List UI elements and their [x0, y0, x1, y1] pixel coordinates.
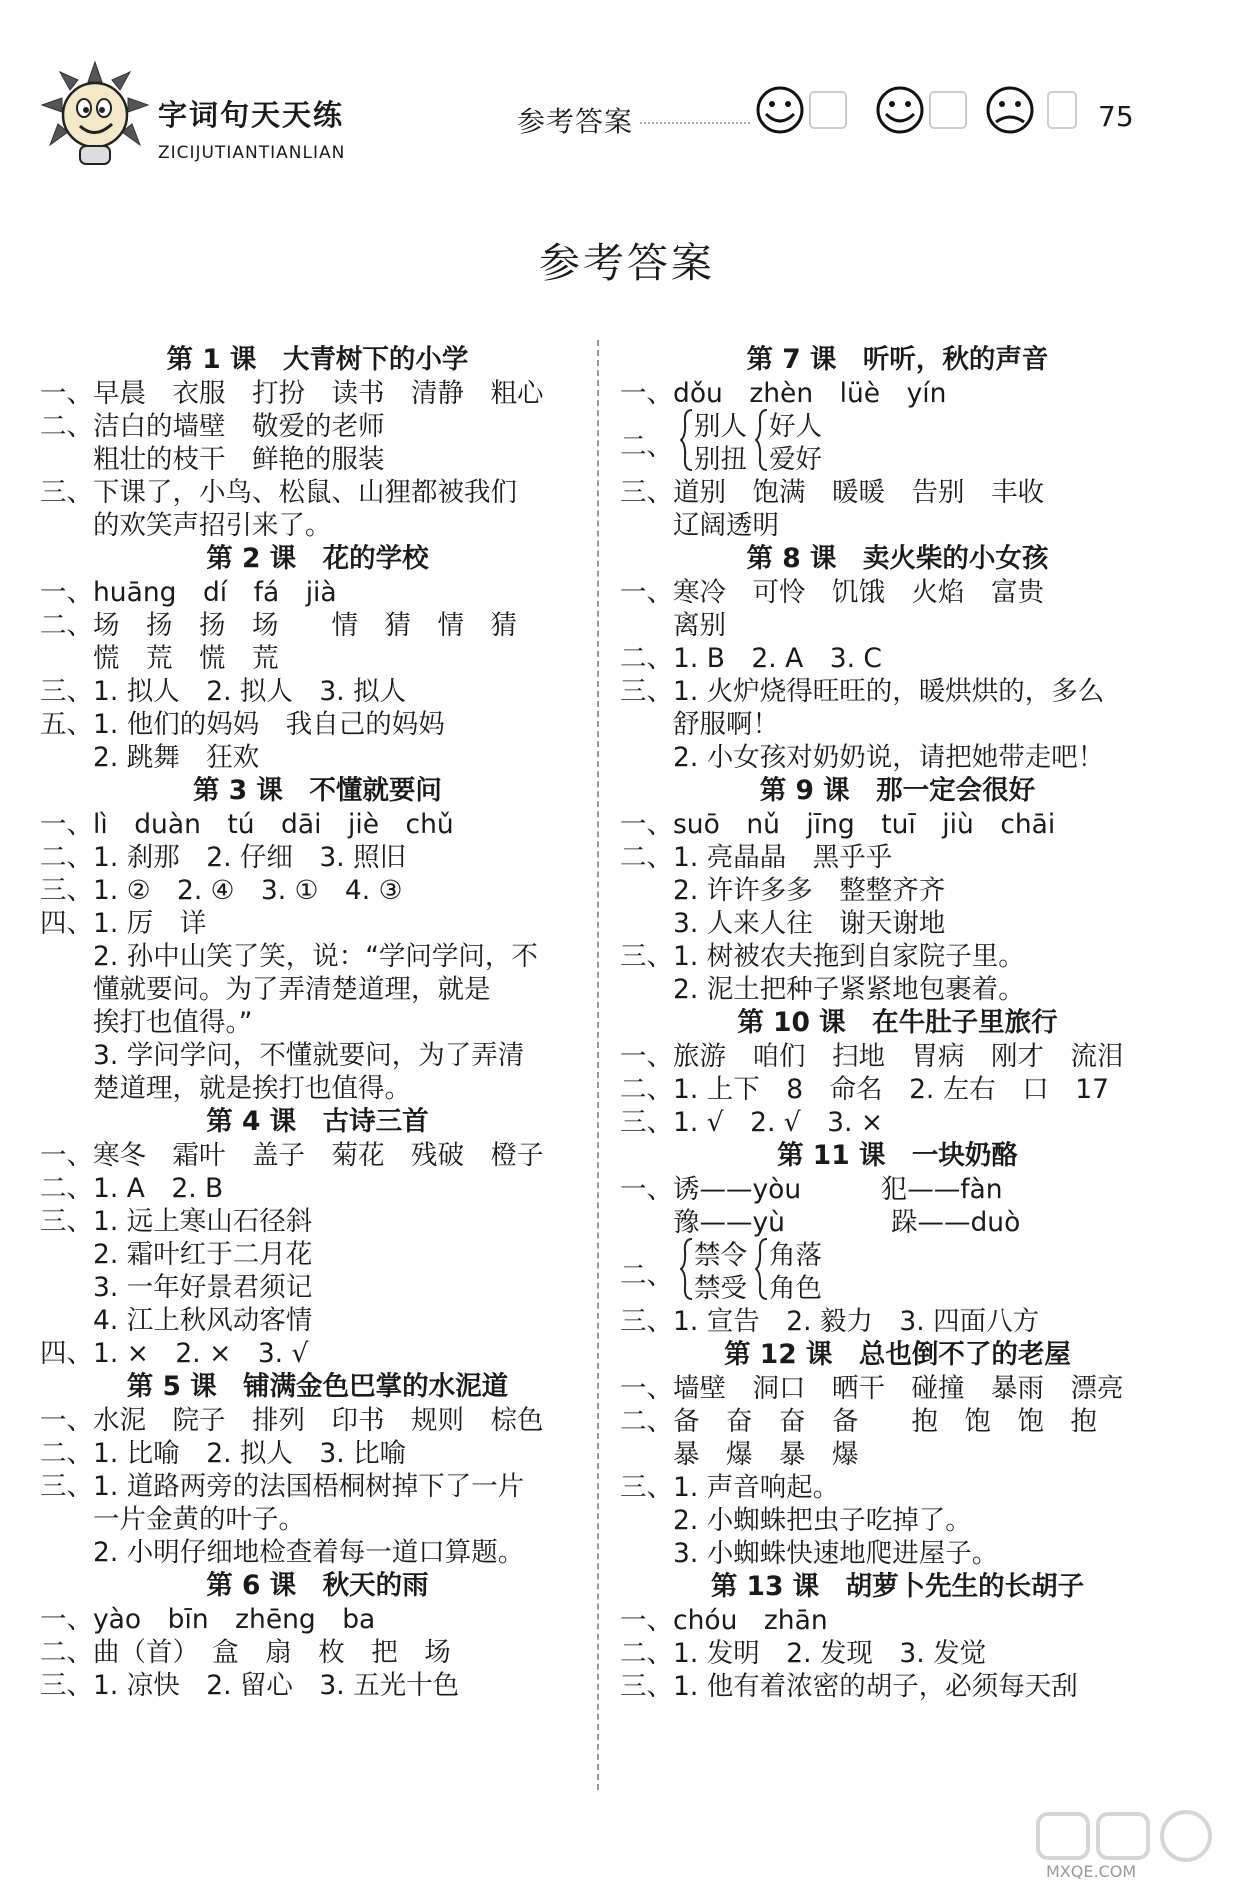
left-brace-icon — [755, 408, 769, 479]
lesson-heading: 第 1 课 大青树下的小学 — [166, 344, 469, 375]
brace-item: 角色 — [769, 1273, 822, 1304]
answer-line: 一、寒冬 霜叶 盖子 菊花 残破 橙子 — [40, 1140, 544, 1171]
answer-line: 一、早晨 衣服 打扮 读书 清静 粗心 — [40, 378, 544, 409]
watermark-text: MXQE.COM — [1046, 1862, 1137, 1881]
lesson-heading: 第 12 课 总也倒不了的老屋 — [724, 1339, 1071, 1370]
answer-line: 四、1. × 2. × 3. √ — [40, 1338, 309, 1369]
answer-label: 二、 — [620, 430, 673, 462]
answer-line: 离别 — [620, 610, 726, 641]
answer-line: 三、1. 远上寒山石径斜 — [40, 1206, 313, 1237]
answer-line: 暴 爆 暴 爆 — [620, 1439, 859, 1470]
answer-line: 一、墙壁 洞口 晒干 碰撞 暴雨 漂亮 — [620, 1373, 1124, 1404]
lesson-heading: 第 11 课 一块奶酪 — [777, 1140, 1018, 1171]
page-title: 参考答案 — [539, 239, 715, 287]
answer-line: 三、1. 火炉烧得旺旺的，暖烘烘的，多么 — [620, 676, 1105, 707]
answer-line: 豫——yù 跺——duò — [620, 1207, 1021, 1238]
answer-line: 挨打也值得。” — [40, 1007, 253, 1038]
column-divider — [597, 340, 599, 1790]
answer-line: 二、1. 比喻 2. 拟人 3. 比喻 — [40, 1438, 407, 1469]
lesson-heading: 第 2 课 花的学校 — [206, 543, 429, 574]
lesson-heading: 第 10 课 在牛肚子里旅行 — [737, 1007, 1058, 1038]
answer-line: 2. 霜叶红于二月花 — [40, 1239, 313, 1270]
left-brace-icon — [680, 408, 694, 479]
brace-item: 禁令 — [694, 1240, 747, 1271]
answer-brace-group — [620, 410, 1175, 476]
cartoon-mascot-icon — [40, 60, 150, 170]
answer-line: 二、1. A 2. B — [40, 1173, 224, 1204]
answer-line: 2. 孙中山笑了笑，说：“学问学问，不 — [40, 941, 538, 972]
answer-line: 3. 小蜘蛛快速地爬进屋子。 — [620, 1538, 999, 1569]
answer-line: 粗壮的枝干 鲜艳的服装 — [40, 444, 385, 475]
brand-pinyin: ZICIJUTIANTIANLIAN — [158, 143, 346, 163]
lesson-heading: 第 7 课 听听，秋的声音 — [746, 344, 1049, 375]
answer-line: 一、suō nǔ jīng tuī jiù chāi — [620, 809, 1056, 840]
answer-line: 四、1. 厉 详 — [40, 908, 207, 939]
answer-line: 2. 小女孩对奶奶说，请把她带走吧！ — [620, 742, 1105, 773]
answer-line: 三、道别 饱满 暖暖 告别 丰收 — [620, 477, 1044, 508]
answer-line: 一、chóu zhān — [620, 1605, 828, 1636]
answer-line: 3. 人来人往 谢天谢地 — [620, 908, 946, 939]
answer-line: 2. 小明仔细地检查着每一道口算题。 — [40, 1537, 525, 1568]
answer-label: 二、 — [620, 1259, 673, 1291]
answer-line: 一、lì duàn tú dāi jiè chǔ — [40, 809, 454, 840]
answer-line: 三、1. 他有着浓密的胡子，必须每天刮 — [620, 1671, 1078, 1702]
answer-line: 一、旅游 咱们 扫地 胃病 刚才 流泪 — [620, 1041, 1124, 1072]
brace-pair — [680, 408, 747, 479]
answer-line: 二、1. 上下 8 命名 2. 左右 口 17 — [620, 1074, 1109, 1105]
answer-line: 一、yào bīn zhēng ba — [40, 1604, 376, 1635]
answer-line: 二、1. B 2. A 3. C — [620, 643, 882, 674]
answer-line: 2. 泥土把种子紧紧地包裹着。 — [620, 974, 1025, 1005]
answer-line: 3. 学问学问，不懂就要问，为了弄清 — [40, 1040, 525, 1071]
answer-line: 三、下课了，小鸟、松鼠、山狸都被我们 — [40, 477, 517, 508]
brace-pair — [755, 408, 822, 479]
brace-item: 爱好 — [769, 444, 822, 475]
answer-column-left — [40, 343, 595, 1702]
page-number: 75 — [1098, 100, 1134, 133]
answer-line: 舒服啊！ — [620, 709, 779, 740]
answer-line: 三、1. 宣告 2. 毅力 3. 四面八方 — [620, 1306, 1040, 1337]
answer-column-right — [620, 343, 1175, 1703]
answer-line: 二、备 奋 奋 备 抱 饱 饱 抱 — [620, 1406, 1097, 1437]
lesson-heading: 第 4 课 古诗三首 — [206, 1106, 429, 1137]
answer-line: 的欢笑声招引来了。 — [40, 510, 332, 541]
brace-item: 别人 — [694, 411, 747, 442]
answer-line: 二、曲（首） 盒 扇 枚 把 场 — [40, 1637, 451, 1668]
answer-line: 三、1. 道路两旁的法国梧桐树掉下了一片 — [40, 1471, 525, 1502]
answer-line: 五、1. 他们的妈妈 我自己的妈妈 — [40, 709, 445, 740]
answer-line: 二、场 扬 扬 场 情 猜 情 猜 — [40, 610, 517, 641]
answer-line: 一、水泥 院子 排列 印书 规则 棕色 — [40, 1405, 544, 1436]
answer-line: 一、寒冷 可怜 饥饿 火焰 富贵 — [620, 577, 1044, 608]
brace-item: 禁受 — [694, 1273, 747, 1304]
answer-line: 4. 江上秋风动客情 — [40, 1305, 313, 1336]
lesson-heading: 第 5 课 铺满金色巴掌的水泥道 — [126, 1371, 509, 1402]
answer-line: 二、1. 刹那 2. 仔细 3. 照旧 — [40, 842, 407, 873]
header-section-title: 参考答案 — [517, 105, 634, 138]
brace-item: 角落 — [769, 1240, 822, 1271]
answer-line: 三、1. ② 2. ④ 3. ① 4. ③ — [40, 875, 403, 906]
left-brace-icon — [755, 1237, 769, 1308]
lesson-heading: 第 3 课 不懂就要问 — [193, 775, 442, 806]
answer-line: 二、1. 发明 2. 发现 3. 发觉 — [620, 1638, 987, 1669]
answer-line: 二、1. 亮晶晶 黑乎乎 — [620, 842, 893, 873]
answer-line: 一、诱——yòu 犯——fàn — [620, 1174, 1003, 1205]
lesson-heading: 第 13 课 胡萝卜先生的长胡子 — [710, 1571, 1085, 1602]
lesson-heading: 第 8 课 卖火柴的小女孩 — [746, 543, 1049, 574]
left-brace-icon — [680, 1237, 694, 1308]
lesson-heading: 第 9 课 那一定会很好 — [759, 775, 1036, 806]
answer-line: 辽阔透明 — [620, 510, 779, 541]
brace-pair — [755, 1237, 822, 1308]
answer-line: 慌 荒 慌 荒 — [40, 643, 279, 674]
answer-line: 三、1. 凉快 2. 留心 3. 五光十色 — [40, 1670, 460, 1701]
brace-item: 好人 — [769, 411, 822, 442]
brace-item: 别扭 — [694, 444, 747, 475]
answer-line: 三、1. 拟人 2. 拟人 3. 拟人 — [40, 676, 407, 707]
answer-line: 一、huāng dí fá jià — [40, 577, 337, 608]
decorative-dotted-line — [640, 122, 750, 124]
page-header — [0, 0, 1254, 180]
brace-pair — [680, 1237, 747, 1308]
brand-title: 字词句天天练 — [158, 98, 345, 132]
answer-line: 三、1. 声音响起。 — [620, 1472, 840, 1503]
smiley-faces-icon — [748, 84, 1078, 136]
answer-line: 一片金黄的叶子。 — [40, 1504, 305, 1535]
answer-line: 3. 一年好景君须记 — [40, 1272, 313, 1303]
answer-line: 三、1. √ 2. √ 3. × — [620, 1107, 884, 1138]
answer-line: 三、1. 树被农夫拖到自家院子里。 — [620, 941, 1025, 972]
answer-line: 一、dǒu zhèn lüè yín — [620, 378, 947, 409]
lesson-heading: 第 6 课 秋天的雨 — [206, 1570, 429, 1601]
answer-line: 二、洁白的墙壁 敬爱的老师 — [40, 411, 385, 442]
answer-line: 2. 跳舞 狂欢 — [40, 742, 260, 773]
answer-brace-group — [620, 1239, 1175, 1305]
answer-line: 懂就要问。为了弄清楚道理，就是 — [40, 974, 491, 1005]
answer-line: 2. 许许多多 整整齐齐 — [620, 875, 946, 906]
answer-line: 2. 小蜘蛛把虫子吃掉了。 — [620, 1505, 972, 1536]
answer-line: 楚道理，就是挨打也值得。 — [40, 1073, 411, 1104]
